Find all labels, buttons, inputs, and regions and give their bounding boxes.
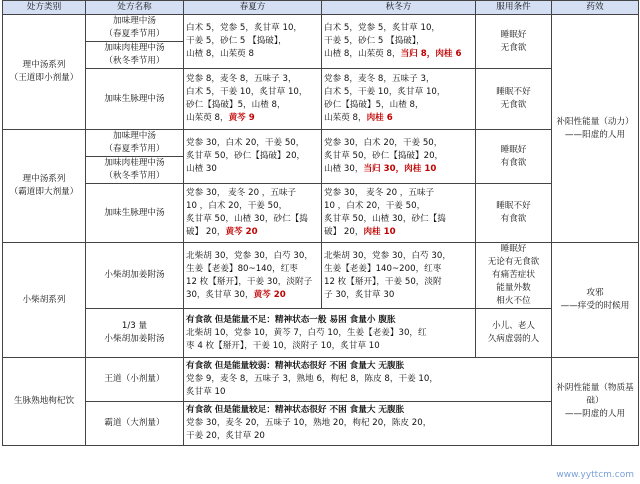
category-cell: 理中汤系列 （王道即小剂量）	[3, 15, 86, 130]
category-cell: 生脉熟地枸杞饮	[3, 358, 86, 446]
effect-cell: 补阳性能量（动力） ——阳虚的人用	[552, 15, 639, 243]
table-row	[3, 309, 639, 358]
table-row	[3, 15, 639, 42]
header-spring-summer: 春夏方	[184, 1, 322, 15]
prescription-name: 王道（小剂量）	[86, 358, 184, 402]
prescription-name: 加味理中汤 （春夏季节用）	[86, 15, 184, 42]
table-row	[3, 358, 639, 402]
prescription-name: 加味生脉理中汤	[86, 184, 184, 243]
header-row	[3, 1, 639, 15]
watermark: www.yyttcm.com	[556, 470, 634, 480]
table-row	[3, 69, 639, 130]
prescription-name: 霸道（大剂量）	[86, 402, 184, 446]
category-cell: 小柴胡系列	[3, 243, 86, 358]
table-row	[3, 184, 639, 243]
merged-recipe: 有食欲 但是能量较足：精神状态很好 不困 食量大 无腹胀 党参 30，麦冬 20，五味子 10，熟地 20，枸杞 20，陈皮 20， 干姜 20，炙甘草 20	[184, 402, 552, 446]
condition-cell: 睡眠好 有食欲	[476, 130, 552, 184]
merged-recipe: 有食欲 但是能量较弱：精神状态很好 不困 食量大 无腹胀 党参 9，麦冬 8，五味子 3，熟地 6，枸杞 8，陈皮 8，干姜 10， 炙甘草 10	[184, 358, 552, 402]
condition-cell: 睡眠不好 无食欲	[476, 69, 552, 130]
prescription-table	[2, 0, 639, 446]
header-autumn-winter: 秋冬方	[322, 1, 476, 15]
autumn-recipe: 党参 30，白术 20，干姜 50， 炙甘草 50，砂仁【捣破】20， 山楂 30，当归 30，肉桂 10	[322, 130, 476, 184]
prescription-name: 加味生脉理中汤	[86, 69, 184, 130]
autumn-recipe: 白术 5，党参 5，炙甘草 10， 干姜 5，砂仁 5 【捣破】， 山楂 8，山茱萸 8，当归 8，肉桂 6	[322, 15, 476, 69]
prescription-name: 加味理中汤 （春夏季节用）	[86, 130, 184, 157]
condition-cell: 睡眠好 无论有无食欲 有痛苦症状 能量外数 相火不位	[476, 243, 552, 309]
condition-cell: 小儿、老人 久病虚弱的人	[476, 309, 552, 358]
prescription-name: 1/3 量 小柴胡加姜附汤	[86, 309, 184, 358]
table-row	[3, 402, 639, 446]
autumn-recipe: 北柴胡 30，党参 30，白芍 30， 生姜【老姜】140~200，红枣 12 枚【掰开】，干姜 50，淡附 子 30，炙甘草 30	[322, 243, 476, 309]
prescription-name: 加味肉桂理中汤 （秋冬季节用）	[86, 42, 184, 69]
prescription-name: 加味肉桂理中汤 （秋冬季节用）	[86, 157, 184, 184]
spring-recipe: 党参 30， 麦冬 20 ，五味子 10 ，白术 20，干姜 50， 炙甘草 50，山楂 30，砂仁【捣 破】 20，黄芩 20	[184, 184, 322, 243]
header-condition: 服用条件	[476, 1, 552, 15]
effect-cell: 补阴性能量（物质基础） ——阴虚的人用	[552, 358, 639, 446]
merged-recipe: 有食欲 但是能量不足：精神状态一般 易困 食量小 腹胀 北柴胡 10，党参 10，黄芩 7，白芍 10，生姜【老姜】30，红 枣 4 枚【掰开】，干姜 10，淡附子 10，炙甘草 10	[184, 309, 476, 358]
autumn-recipe: 党参 30， 麦冬 20 ，五味子 10 ，白术 20，干姜 50， 炙甘草 50，山楂 30，砂仁【捣 破】 20，肉桂 10	[322, 184, 476, 243]
category-cell: 理中汤系列 （霸道即大剂量）	[3, 130, 86, 243]
condition-cell: 睡眠不好 有食欲	[476, 184, 552, 243]
header-effect: 药效	[552, 1, 639, 15]
header-category: 处方类别	[3, 1, 86, 15]
autumn-recipe: 党参 8，麦冬 8，五味子 3， 白术 5，干姜 10，炙甘草 10， 砂仁【捣破】5，山楂 8， 山茱萸 8，肉桂 6	[322, 69, 476, 130]
table-row	[3, 130, 639, 157]
effect-cell: 攻邪 ——痒受的时候用	[552, 243, 639, 358]
table-row	[3, 243, 639, 309]
prescription-name: 小柴胡加姜附汤	[86, 243, 184, 309]
condition-cell: 睡眠好 无食欲	[476, 15, 552, 69]
spring-recipe: 白术 5，党参 5，炙甘草 10， 干姜 5，砂仁 5 【捣破】， 山楂 8，山茱萸 8	[184, 15, 322, 69]
spring-recipe: 北柴胡 30，党参 30，白芍 30， 生姜【老姜】80~140，红枣 12 枚【掰开】，干姜 30，淡附子 30，炙甘草 30，黄芩 20	[184, 243, 322, 309]
spring-recipe: 党参 8，麦冬 8，五味子 3， 白术 5，干姜 10，炙甘草 10， 砂仁【捣破】5，山楂 8， 山茱萸 8，黄芩 9	[184, 69, 322, 130]
header-name: 处方名称	[86, 1, 184, 15]
spring-recipe: 党参 30，白术 20，干姜 50， 炙甘草 50，砂仁【捣破】20， 山楂 30	[184, 130, 322, 184]
